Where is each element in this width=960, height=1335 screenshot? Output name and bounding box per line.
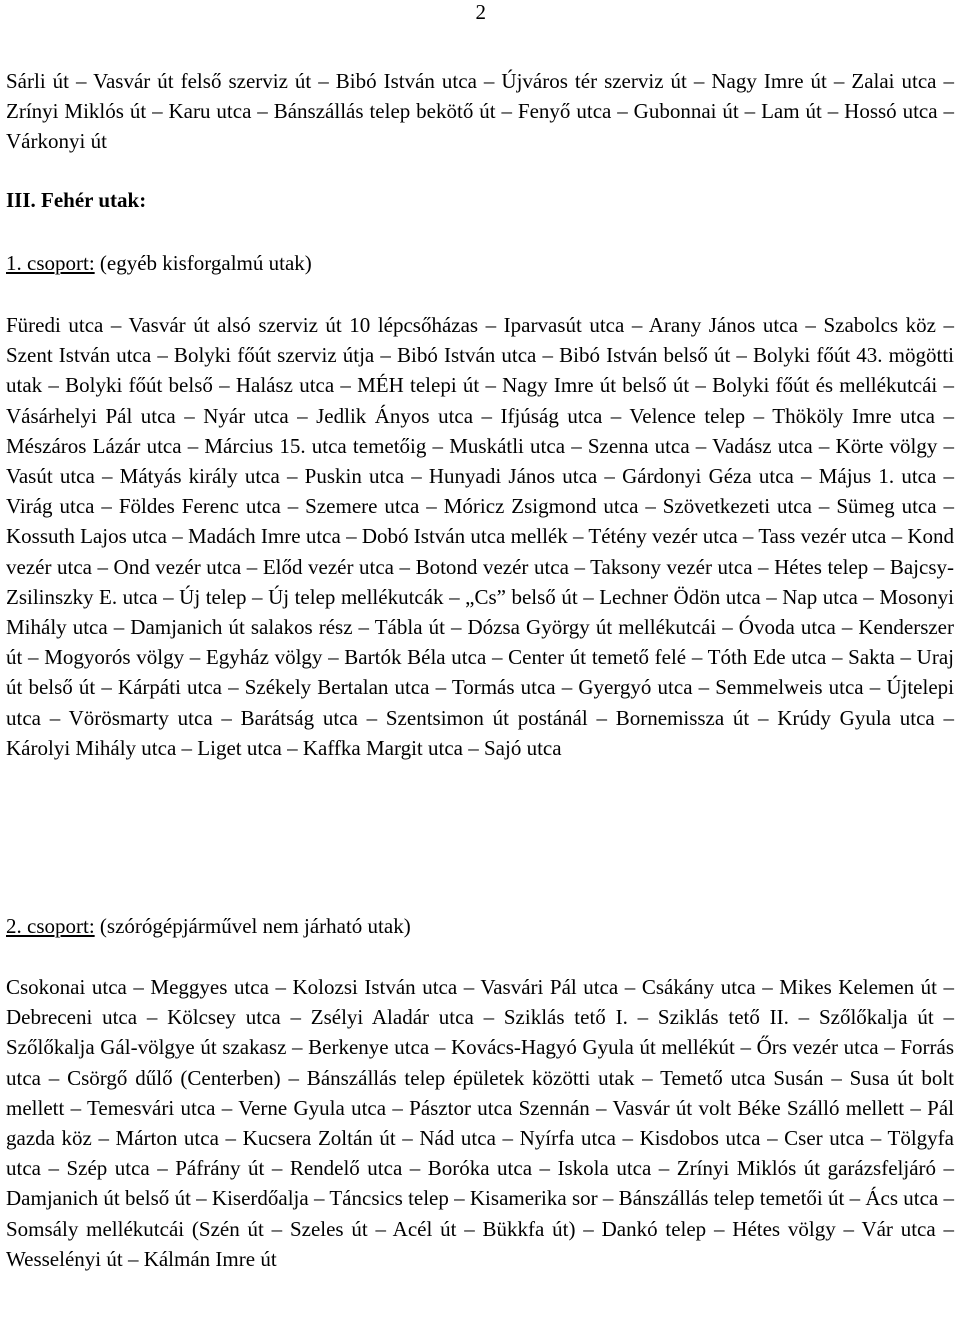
intro-paragraph: Sárli út – Vasvár út felső szerviz út – Bibó István utca – Újváros tér szerviz út – Nagy Imre út – Zalai utca – Zrínyi Miklós út – Karu utca – Bánszállás telep bekötő út – Fenyő utca – Gubonnai út – Lam út – Hossó utca – Várkonyi út	[6, 69, 954, 154]
group2-description: (szórógépjárművel nem járható utak)	[94, 914, 411, 938]
group2-label: 2. csoport:	[6, 914, 95, 938]
group2-paragraph: Csokonai utca – Meggyes utca – Kolozsi István utca – Vasvári Pál utca – Csákány utca – Mikes Kelemen út – Debreceni utca – Kölcsey utca – Zsélyi Aladár utca – Sziklás tető I. – Sziklás tető II. – Szőlőkalja út – Szőlőkalja Gál-völgye út szakasz – Berkenye utca – Kovács-Hagyó Gyula út mellékút – Őrs vezér utca – Forrás utca – Csörgő dűlő (Centerben) – Bánszállás telep épületek közötti utak – Temető utca Susán – Susa út bolt mellett – Temesvári utca – Verne Gyula utca – Pásztor utca Szennán – Vasvár út volt Béke Szálló mellett – Pál gazda köz – Márton utca – Kucsera Zoltán út – Nád utca – Nyírfa utca – Kisdobos utca – Cser utca – Tölgyfa utca – Szép utca – Páfrány út – Rendelő utca – Boróka utca – Iskola utca – Zrínyi Miklós út garázsfeljáró – Damjanich út belső út – Kiserdőalja – Táncsics telep – Kisamerika sor – Bánszállás telep temetői út – Ács utca – Somsály mellékutcái (Szén út – Szeles út – Acél út – Bükkfa út) – Dankó telep – Hétes völgy – Vár utca – Wesselényi út – Kálmán Imre út	[6, 975, 954, 1271]
page-number: 2	[475, 0, 486, 24]
group2-title	[6, 911, 411, 941]
group1-description: (egyéb kisforgalmú utak)	[94, 251, 312, 275]
section-heading: III. Fehér utak:	[6, 188, 147, 212]
group1-label: 1. csoport:	[6, 251, 95, 275]
group1-paragraph: Füredi utca – Vasvár út alsó szerviz út 10 lépcsőházas – Iparvasút utca – Arany János utca – Szabolcs köz – Szent István utca – Bolyki főút szerviz útja – Bibó István utca – Bibó István belső út – Bolyki főút 43. mögötti utak – Bolyki főút belső – Halász utca – MÉH telepi út – Nagy Imre út belső út – Bolyki főút és mellékutcái – Vásárhelyi Pál utca – Nyár utca – Jedlik Ányos utca – Ifjúság utca – Velence telep – Thököly Imre utca – Mészáros Lázár utca – Március 15. utca temetőig – Muskátli utca – Szenna utca – Vadász utca – Körte völgy – Vasút utca – Mátyás király utca – Puskin utca – Hunyadi János utca – Gárdonyi Géza utca – Május 1. utca – Virág utca – Földes Ferenc utca – Szemere utca – Móricz Zsigmond utca – Szövetkezeti utca – Sümeg utca – Kossuth Lajos utca – Madách Imre utca – Dobó István utca mellék – Tétény vezér utca – Tass vezér utca – Kond vezér utca – Ond vezér utca – Előd vezér utca – Botond vezér utca – Taksony vezér utca – Hétes telep – Bajcsy-Zsilinszky E. utca – Új telep – Új telep mellékutcák – „Cs” belső út – Lechner Ödön utca – Nap utca – Mosonyi Mihály utca – Damjanich út salakos rész – Tábla út – Dózsa György út mellékutcái – Óvoda utca – Kenderszer út – Mogyorós völgy – Egyház völgy – Bartók Béla utca – Center út temető felé – Tóth Ede utca – Sakta – Uraj út belső út – Kárpáti utca – Székely Bertalan utca – Tormás utca – Gyergyó utca – Semmelweis utca – Újtelepi utca – Vörösmarty utca – Barátság utca – Szentsimon út postánál – Bornemissza út – Krúdy Gyula utca – Károlyi Mihály utca – Liget utca – Kaffka Margit utca – Sajó utca	[6, 313, 954, 760]
group1-title	[6, 248, 312, 278]
